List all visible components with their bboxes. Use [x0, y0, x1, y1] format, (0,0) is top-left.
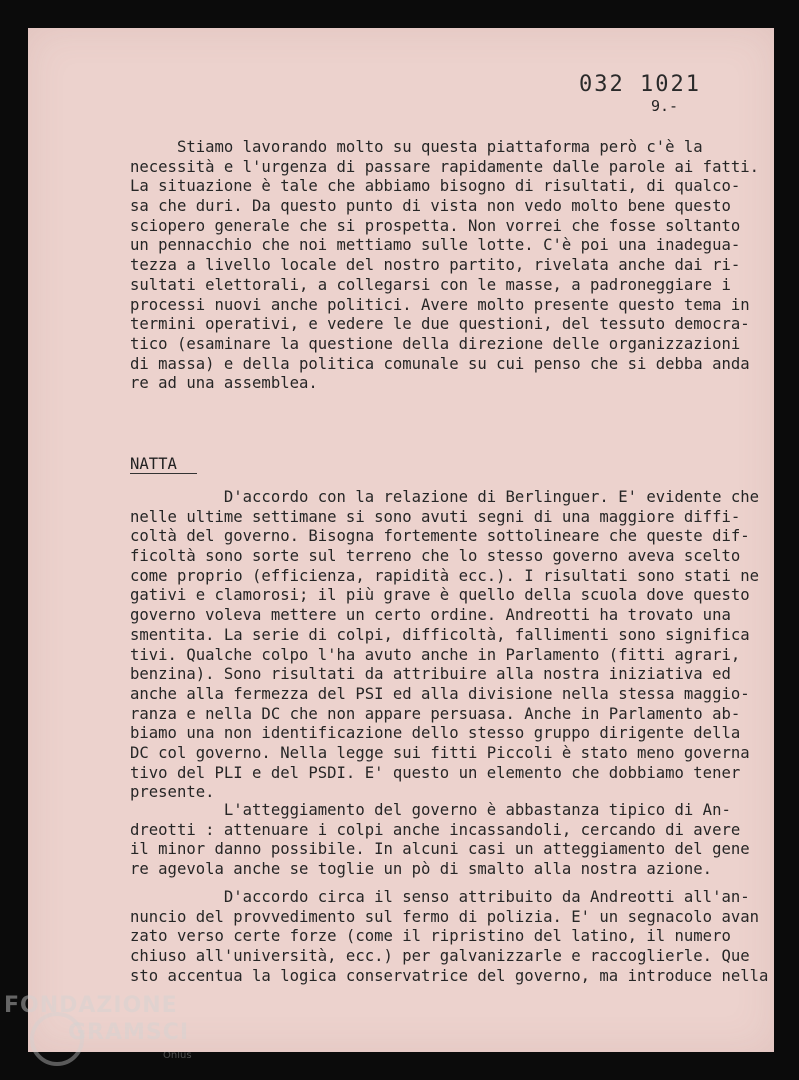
archive-code: 032 1021 — [579, 72, 701, 97]
text-line: tivo del PLI e del PSDI. E' questo un elemento che dobbiamo tener — [130, 763, 741, 782]
text-line: coltà del governo. Bisogna fortemente sottolineare che queste dif- — [130, 527, 750, 546]
speaker-name: NATTA — [130, 455, 177, 473]
text-line: ficoltà sono sorte sul terreno che lo stesso governo aveva scelto — [130, 547, 741, 566]
text-line: tico (esaminare la questione della direzione delle organizzazioni — [130, 334, 741, 353]
text-line: il minor danno possibile. In alcuni casi un atteggiamento del gene — [130, 840, 750, 859]
text-line: nelle ultime settimane si sono avuti segni di una maggiore diffi- — [130, 507, 741, 526]
text-line: dreotti : attenuare i colpi anche incassandoli, cercando di avere — [130, 820, 741, 839]
paragraph-2 — [130, 488, 770, 803]
text-line: ranza e nella DC che non appare persuasa. Anche in Parlamento ab- — [130, 704, 741, 723]
page-number: 9.- — [651, 97, 679, 115]
text-line: chiuso all'università, ecc.) per galvanizzarle e raccoglierle. Que — [130, 947, 750, 966]
text-line: D'accordo circa il senso attribuito da Andreotti all'an- — [130, 888, 750, 906]
text-line: sa che duri. Da questo punto di vista non vedo molto bene questo — [130, 197, 731, 216]
paragraph-3 — [130, 801, 770, 880]
speaker-underline — [130, 473, 197, 474]
watermark-line-2: GRAMSCI — [68, 1020, 190, 1045]
text-line: tezza a livello locale del nostro partito, rivelata anche dai ri- — [130, 256, 741, 275]
text-line: zato verso certe forze (come il ripristino del latino, il numero — [130, 927, 731, 946]
text-line: gativi e clamorosi; il più grave è quello della scuola dove questo — [130, 586, 750, 605]
text-line: smentita. La serie di colpi, difficoltà, fallimenti sono significa — [130, 625, 750, 644]
text-line: re ad una assemblea. — [130, 374, 318, 393]
text-line: governo voleva mettere un certo ordine. Andreotti ha trovato una — [130, 606, 731, 625]
watermark-line-1: FONDAZIONE — [4, 993, 178, 1018]
text-line: sto accentua la logica conservatrice del governo, ma introduce nella — [130, 966, 769, 985]
paragraph-4 — [130, 888, 770, 986]
text-line: anche alla fermezza del PSI ed alla divisione nella stessa maggio- — [130, 684, 750, 703]
text-line: sultati elettorali, a collegarsi con le masse, a padroneggiare i — [130, 275, 731, 294]
text-line: presente. — [130, 783, 215, 802]
text-line: nuncio del provvedimento sul fermo di polizia. E' un segnacolo avan — [130, 907, 760, 926]
text-line: come proprio (efficienza, rapidità ecc.). I risultati sono stati ne — [130, 566, 760, 585]
text-line: un pennacchio che noi mettiamo sulle lotte. C'è poi una inadegua- — [130, 236, 741, 255]
text-line: La situazione è tale che abbiamo bisogno di risultati, di qualco- — [130, 177, 741, 196]
text-line: D'accordo con la relazione di Berlinguer. E' evidente che — [130, 488, 760, 506]
text-line: tivi. Qualche colpo l'ha avuto anche in Parlamento (fitti agrari, — [130, 645, 741, 664]
text-line: Stiamo lavorando molto su questa piattaforma però c'è la — [130, 138, 703, 156]
text-line: processi nuovi anche politici. Avere molto presente questo tema in — [130, 295, 750, 314]
watermark — [4, 993, 189, 1045]
text-line: termini operativi, e vedere le due questioni, del tessuto democra- — [130, 315, 750, 334]
text-line: L'atteggiamento del governo è abbastanza tipico di An- — [130, 801, 731, 819]
text-line: re agevola anche se toglie un pò di smalto alla nostra azione. — [130, 860, 713, 879]
watermark-tag: Onlus — [163, 1050, 192, 1061]
text-line: necessità e l'urgenza di passare rapidamente dalle parole ai fatti. — [130, 157, 760, 176]
text-line: DC col governo. Nella legge sui fitti Piccoli è stato meno governa — [130, 743, 750, 762]
text-line: di massa) e della politica comunale su cui penso che si debba anda — [130, 354, 750, 373]
text-line: sciopero generale che si prospetta. Non vorrei che fosse soltanto — [130, 216, 741, 235]
text-line: benzina). Sono risultati da attribuire alla nostra iniziativa ed — [130, 665, 731, 684]
text-line: biamo una non identificazione dello stesso gruppo dirigente della — [130, 724, 741, 743]
paragraph-1 — [130, 138, 770, 394]
